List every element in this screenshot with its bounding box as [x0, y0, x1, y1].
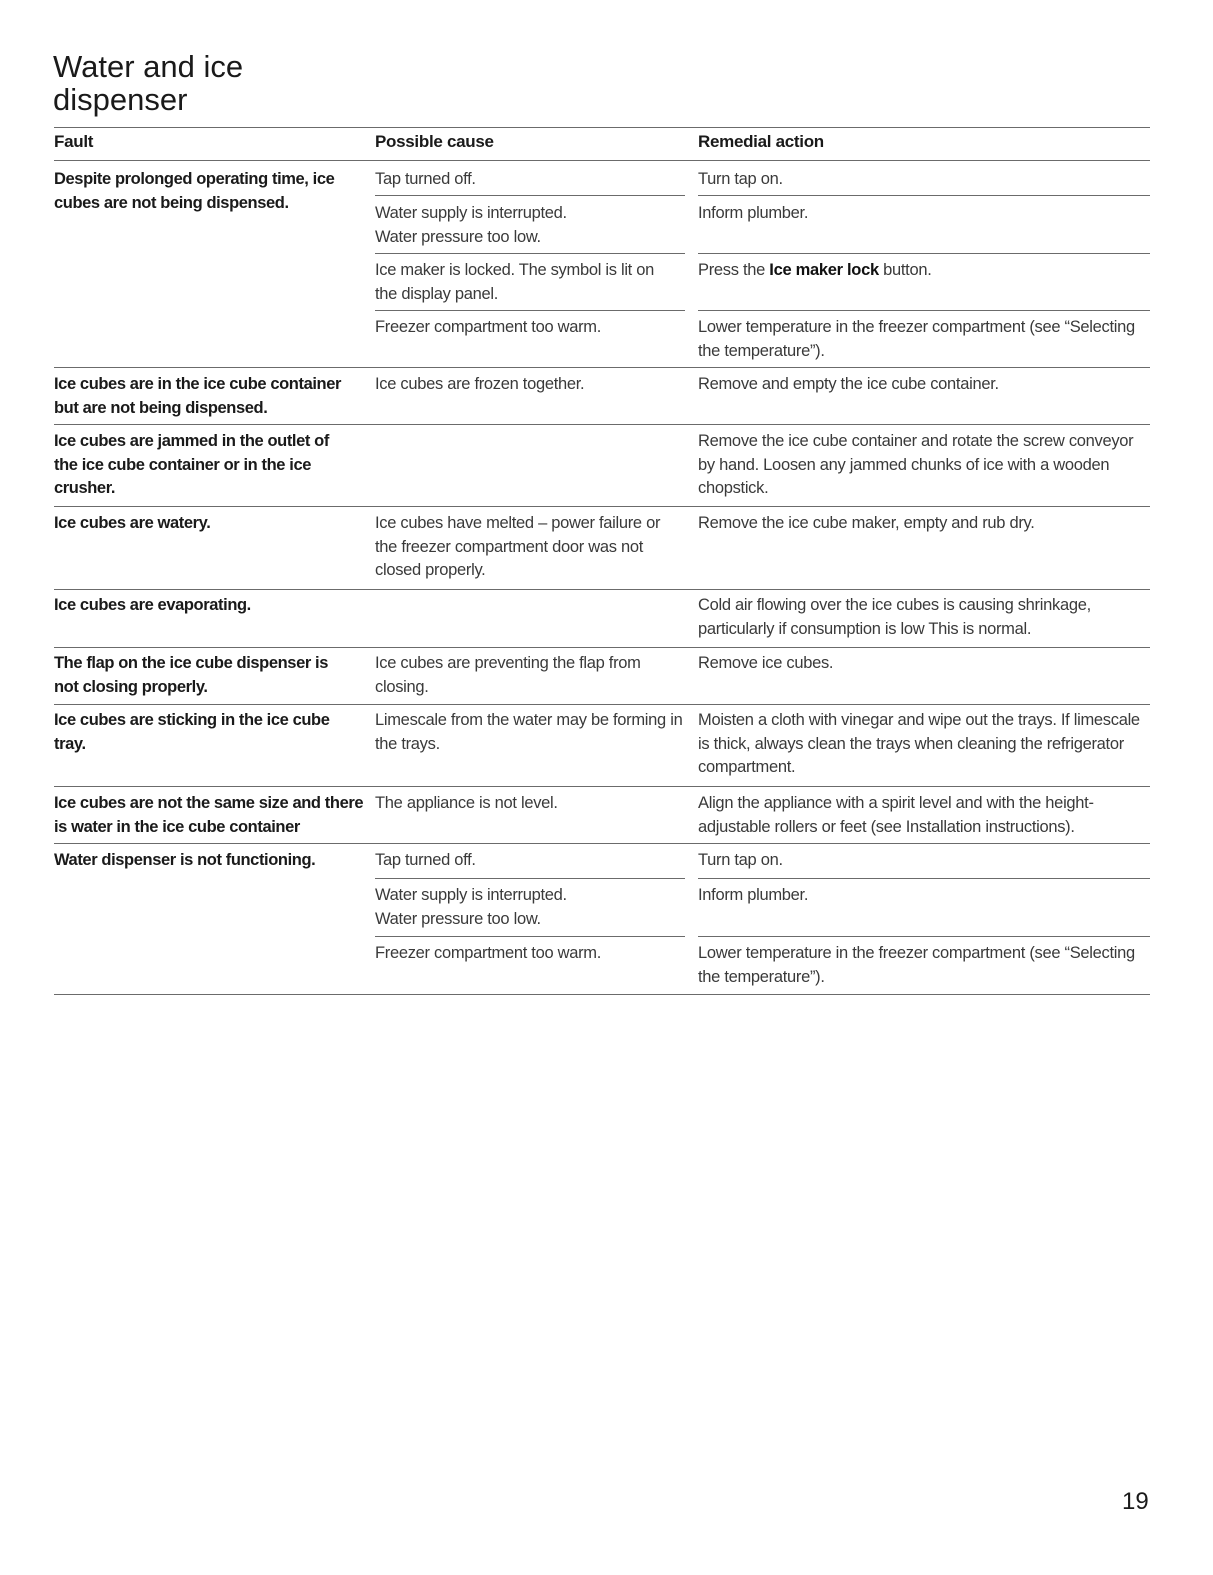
remedy-cell: Align the appliance with a spirit level and with the height-adjustable rollers or feet (see Installation instructions).	[698, 794, 1094, 836]
fault-cell: Water dispenser is not functioning.	[54, 851, 316, 869]
sub-rule	[698, 936, 1150, 937]
sub-rule	[375, 936, 685, 937]
header-remedy: Remedial action	[698, 132, 824, 151]
cause-cell: Tap turned off.	[375, 170, 476, 188]
cause-cell: Limescale from the water may be forming in the trays.	[375, 711, 683, 753]
row-rule	[54, 704, 1150, 705]
row-rule	[54, 647, 1150, 648]
remedy-cell: Remove the ice cube maker, empty and rub dry.	[698, 514, 1035, 532]
remedy-cell	[698, 259, 1150, 283]
header-cause: Possible cause	[375, 132, 494, 151]
title-line-1: Water and ice	[53, 49, 244, 84]
ice-maker-lock-label: Ice maker lock	[769, 261, 879, 279]
fault-cell: Despite prolonged operating time, ice cubes are not being dispensed.	[54, 170, 335, 212]
remedy-cell: Lower temperature in the freezer compartment (see “Selecting the temperature”).	[698, 944, 1135, 986]
table-bottom-rule	[54, 994, 1150, 995]
cause-cell: Ice cubes have melted – power failure or the freezer compartment door was not closed properly.	[375, 514, 661, 579]
remedy-cell: Remove and empty the ice cube container.	[698, 375, 999, 393]
cause-cell: Freezer compartment too warm.	[375, 944, 602, 962]
fault-cell: Ice cubes are evaporating.	[54, 596, 251, 614]
cause-cell: The appliance is not level.	[375, 794, 558, 812]
remedy-cell: Turn tap on.	[698, 851, 783, 869]
page-title	[53, 50, 243, 116]
sub-rule	[698, 253, 1150, 254]
title-line-2: dispenser	[53, 82, 188, 117]
header-fault: Fault	[54, 132, 94, 151]
sub-rule	[698, 878, 1150, 879]
cause-cell: Ice cubes are frozen together.	[375, 375, 585, 393]
remedy-cell: Remove ice cubes.	[698, 654, 834, 672]
fault-cell: Ice cubes are in the ice cube container but are not being dispensed.	[54, 375, 342, 417]
sub-rule	[375, 878, 685, 879]
page-number: 19	[1122, 1488, 1149, 1515]
remedy-cell: Moisten a cloth with vinegar and wipe out the trays. If limescale is thick, always clean the trays when cleaning the refrigerator compartment.	[698, 711, 1140, 776]
sub-rule	[375, 253, 685, 254]
row-rule	[54, 589, 1150, 590]
remedy-cell: Inform plumber.	[698, 886, 809, 904]
remedy-cell: Lower temperature in the freezer compartment (see “Selecting the temperature”).	[698, 318, 1135, 360]
remedy-pre: Press the	[698, 261, 770, 279]
remedy-cell: Cold air flowing over the ice cubes is causing shrinkage, particularly if consumption is low This is normal.	[698, 596, 1091, 638]
row-rule	[54, 786, 1150, 787]
row-rule	[54, 843, 1150, 844]
fault-cell: Ice cubes are jammed in the outlet of the ice cube container or in the ice crusher.	[54, 432, 329, 497]
row-rule	[54, 506, 1150, 507]
sub-rule	[698, 195, 1150, 196]
sub-rule	[375, 310, 685, 311]
fault-cell: Ice cubes are watery.	[54, 514, 211, 532]
fault-cell: Ice cubes are sticking in the ice cube tray.	[54, 711, 330, 753]
header-rule	[54, 160, 1150, 161]
sub-rule	[375, 195, 685, 196]
remedy-cell: Inform plumber.	[698, 204, 809, 222]
fault-cell: The flap on the ice cube dispenser is not closing properly.	[54, 654, 329, 696]
remedy-post: button.	[878, 261, 932, 279]
row-rule	[54, 424, 1150, 425]
cause-cell: Freezer compartment too warm.	[375, 318, 602, 336]
cause-cell: Ice maker is locked. The symbol is lit on the display panel.	[375, 261, 655, 303]
cause-cell: Ice cubes are preventing the flap from closing.	[375, 654, 641, 696]
fault-cell: Ice cubes are not the same size and there is water in the ice cube container	[54, 794, 364, 836]
cause-cell: Water supply is interrupted. Water pressure too low.	[375, 886, 567, 928]
cause-cell: Tap turned off.	[375, 851, 476, 869]
row-rule	[54, 367, 1150, 368]
sub-rule	[698, 310, 1150, 311]
table-top-rule	[54, 127, 1150, 128]
remedy-cell: Remove the ice cube container and rotate the screw conveyor by hand. Loosen any jammed chunks of ice with a wooden chopstick.	[698, 432, 1134, 497]
remedy-cell: Turn tap on.	[698, 170, 783, 188]
cause-cell: Water supply is interrupted. Water pressure too low.	[375, 204, 567, 246]
